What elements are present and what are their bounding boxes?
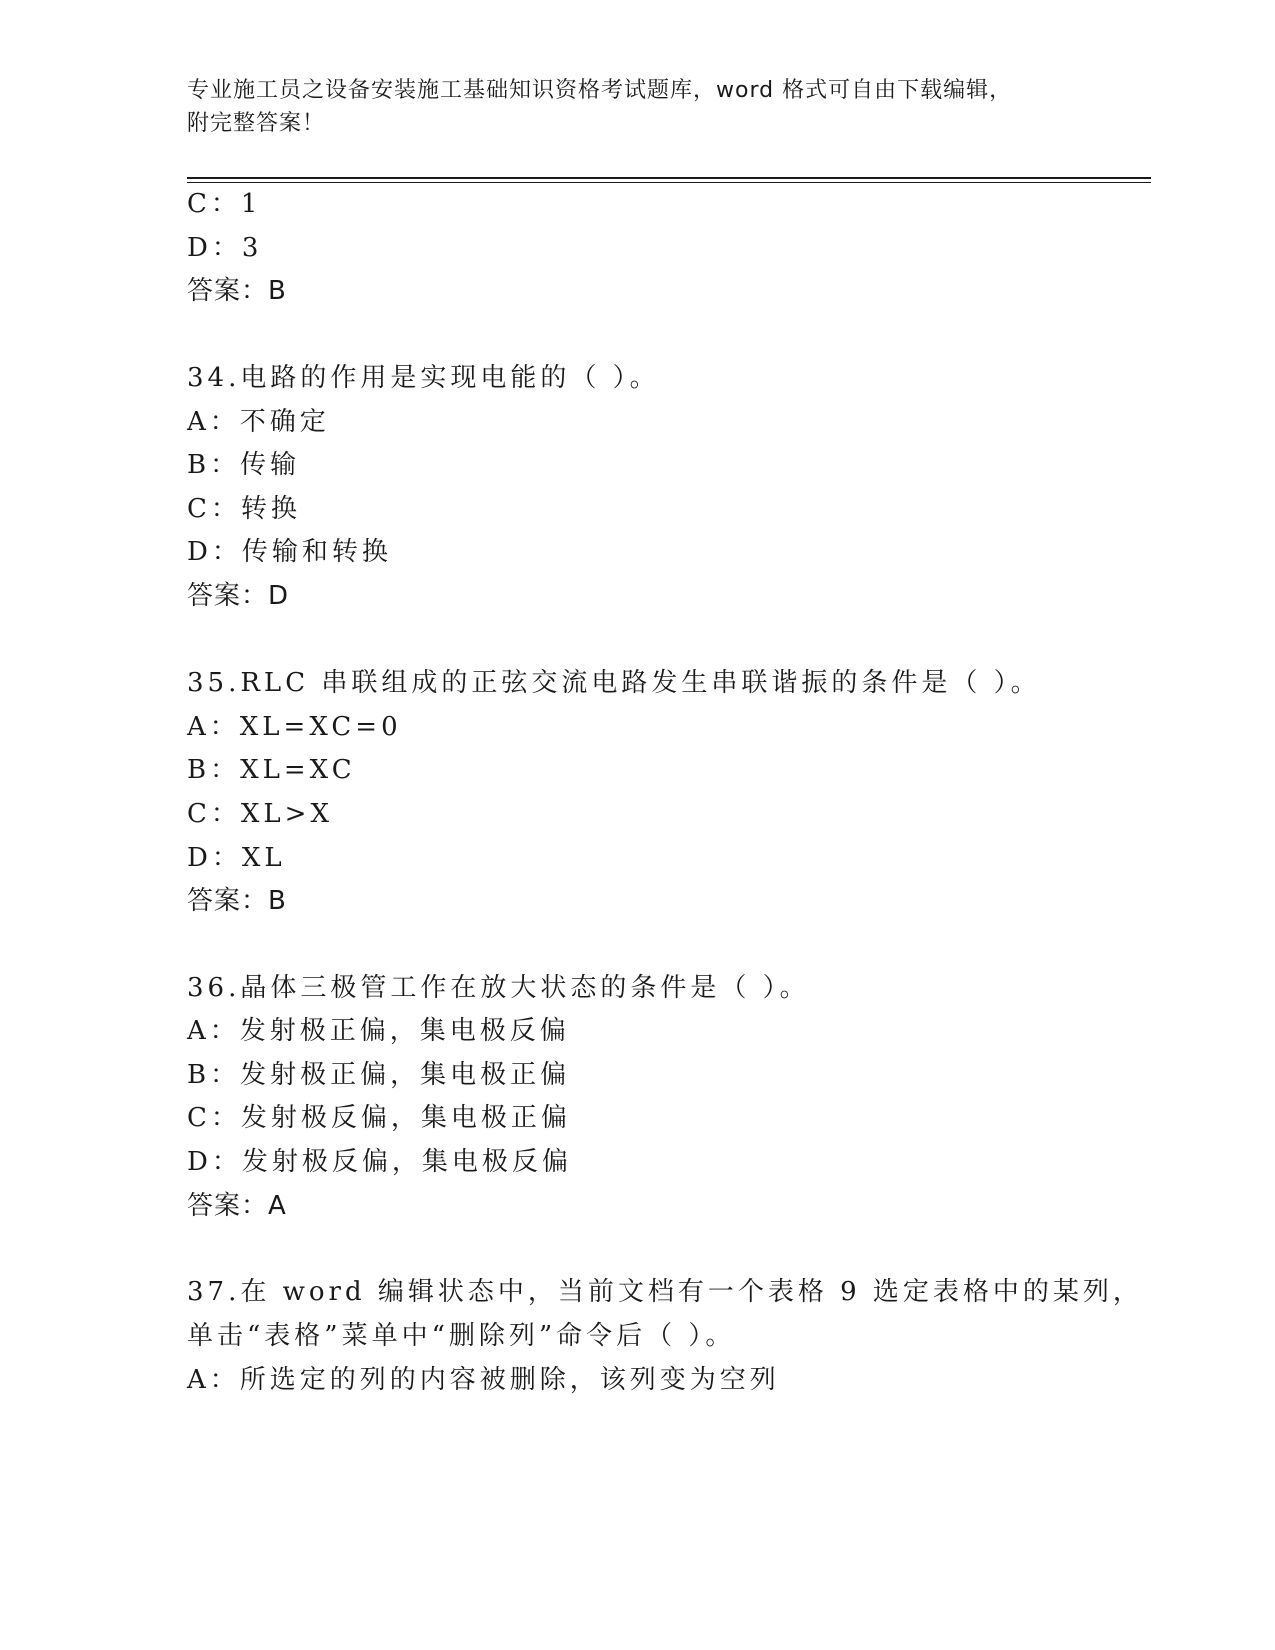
- header-line-1: 专业施工员之设备安装施工基础知识资格考试题库，word 格式可自由下载编辑，: [187, 78, 1013, 103]
- q36-option-a: A：发射极正偏，集电极反偏: [187, 1016, 570, 1046]
- header-divider-thick: [187, 177, 1151, 179]
- q34-option-a: A：不确定: [187, 407, 330, 437]
- q33-answer: 答案：B: [187, 276, 287, 306]
- q37-stem-line-1: 37.在 word 编辑状态中，当前文档有一个表格 9 选定表格中的某列，: [187, 1277, 1143, 1307]
- q37-option-a: A：所选定的列的内容被删除，该列变为空列: [187, 1365, 780, 1395]
- q34-stem: 34.电路的作用是实现电能的（ ）。: [187, 363, 660, 393]
- q35-option-d: D：XL: [187, 843, 286, 873]
- q34-option-d: D：传输和转换: [187, 537, 392, 567]
- q35-option-c: C：XL>X: [187, 799, 333, 829]
- q33-option-d: D：3: [187, 233, 263, 263]
- document-header: [187, 74, 1087, 140]
- q35-option-a: A：XL=XC=0: [187, 712, 402, 742]
- q34-option-b: B：传输: [187, 450, 301, 480]
- q36-answer: 答案：A: [187, 1191, 287, 1221]
- q35-stem: 35.RLC 串联组成的正弦交流电路发生串联谐振的条件是（ ）。: [187, 668, 1041, 698]
- q36-stem: 36.晶体三极管工作在放大状态的条件是（ ）。: [187, 973, 810, 1003]
- q36-option-b: B：发射极正偏，集电极正偏: [187, 1060, 571, 1090]
- q34-option-c: C：转换: [187, 494, 301, 524]
- q37-stem-line-2: 单击“表格”菜单中“删除列”命令后（ ）。: [187, 1321, 736, 1351]
- q33-option-c: C：1: [187, 189, 262, 219]
- q34-answer: 答案：D: [187, 581, 290, 611]
- header-divider-thin: [187, 182, 1151, 183]
- header-line-2: 附完整答案！: [187, 111, 326, 136]
- q35-answer: 答案：B: [187, 886, 287, 916]
- q35-option-b: B：XL=XC: [187, 755, 356, 785]
- q36-option-c: C：发射极反偏，集电极正偏: [187, 1103, 571, 1133]
- q36-option-d: D：发射极反偏，集电极反偏: [187, 1147, 572, 1177]
